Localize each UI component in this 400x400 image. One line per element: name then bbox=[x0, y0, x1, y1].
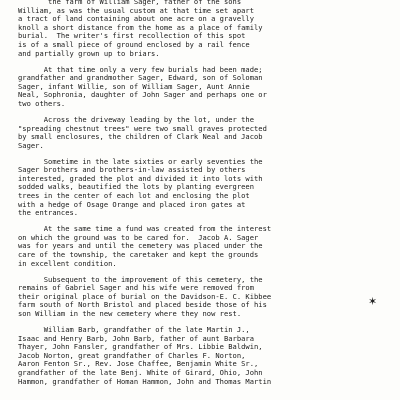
text-line: the entrances. bbox=[18, 208, 79, 218]
text-line: son William in the new cemetery where they now rest. bbox=[18, 308, 242, 318]
text-line: interested, graded the plot and divided it into lots with bbox=[18, 173, 263, 183]
text-line: Sometime in the late sixties or early seventies the bbox=[18, 156, 263, 166]
text-line: Isaac and Henry Barb, John Barb, father of aunt Barbara bbox=[18, 333, 254, 343]
text-line: At that time only a very few burials had been made; bbox=[18, 64, 263, 74]
text-line: Jacob Norton, great grandfather of Charles F. Norton, bbox=[18, 350, 246, 360]
text-line: remains of Gabriel Sager and his wife were removed from bbox=[18, 283, 254, 293]
paragraph-remains-removed bbox=[18, 276, 390, 319]
text-line: burial. The writer's first recollection of this spot bbox=[18, 31, 246, 41]
text-line: trees in the center of each lot and enclosing the plot bbox=[18, 191, 250, 201]
text-line: is of a small piece of ground enclosed by a rail fence bbox=[18, 39, 250, 49]
paragraph-care-fund bbox=[18, 225, 390, 268]
paragraph-family-burial bbox=[18, 0, 390, 58]
text-line: by small enclosures, the children of Clark Neal and Jacob bbox=[18, 132, 263, 142]
text-line: Thayer, John Fansler, grandfather of Mrs. Libbie Baldwin, bbox=[18, 342, 263, 352]
text-line: and partially grown up to briars. bbox=[18, 48, 160, 58]
text-line: the farm of William Sager, father of the sons bbox=[18, 0, 242, 6]
paragraph-plot-improvement bbox=[18, 158, 390, 218]
text-line: in excellent condition. bbox=[18, 258, 117, 268]
text-line: William, as was the usual custom at that time set apart bbox=[18, 5, 254, 15]
text-line: grandfather and grandmother Sager, Edward, son of Soloman bbox=[18, 73, 263, 83]
text-line: "spreading chestnut trees" were two small graves protected bbox=[18, 123, 267, 133]
text-line: grandfather of the late Benj. White of Girard, Ohio, John bbox=[18, 367, 263, 377]
text-line: care of the township, the caretaker and kept the grounds bbox=[18, 250, 259, 259]
text-line: Sager brothers and brothers-in-law assisted by others bbox=[18, 165, 246, 175]
paragraph-early-burials bbox=[18, 66, 390, 109]
text-line: Hammon, grandfather of Homan Hammon, John and Thomas Martin bbox=[18, 376, 272, 386]
text-line: their original place of burial on the Davidson-E. C. Kibbee bbox=[18, 291, 272, 301]
text-line: sodded walks, beautified the lots by planting evergreen bbox=[18, 182, 254, 192]
text-line: At the same time a fund was created from the interest bbox=[18, 224, 272, 234]
text-line: knoll a short distance from the home as a place of family bbox=[18, 22, 263, 32]
paragraph-other-burials bbox=[18, 326, 390, 386]
text-line: a tract of land containing about one acre on a gravelly bbox=[18, 14, 254, 24]
text-line: farm south of North Bristol and placed beside those of his bbox=[18, 300, 267, 310]
text-line: two others. bbox=[18, 98, 66, 108]
text-line: Sager, infant Willie, son of William Sager, Aunt Annie bbox=[18, 81, 250, 91]
handwritten-margin-mark: ✶ bbox=[368, 295, 378, 308]
text-line: Sager. bbox=[18, 140, 44, 150]
text-line: Aaron Fenton Sr., Rev. Jose Chaffee, Benjamin White Sr., bbox=[18, 359, 259, 369]
text-line: with a hedge of Osage Orange and placed iron gates at bbox=[18, 199, 246, 209]
text-line: on which the ground was to be cared for. Jacob A. Sager bbox=[18, 232, 259, 242]
text-line: Across the driveway leading by the lot, under the bbox=[18, 114, 254, 124]
text-line: Neal, Sophronia, daughter of John Sager and perhaps one or bbox=[18, 90, 267, 100]
text-line: was for years and until the cemetery was placed under the bbox=[18, 241, 263, 251]
text-line: William Barb, grandfather of the late Martin J., bbox=[18, 324, 250, 334]
document-body bbox=[18, 0, 390, 393]
paragraph-chestnut-graves bbox=[18, 116, 390, 150]
text-line: Subsequent to the improvement of this cemetery, the bbox=[18, 274, 263, 284]
